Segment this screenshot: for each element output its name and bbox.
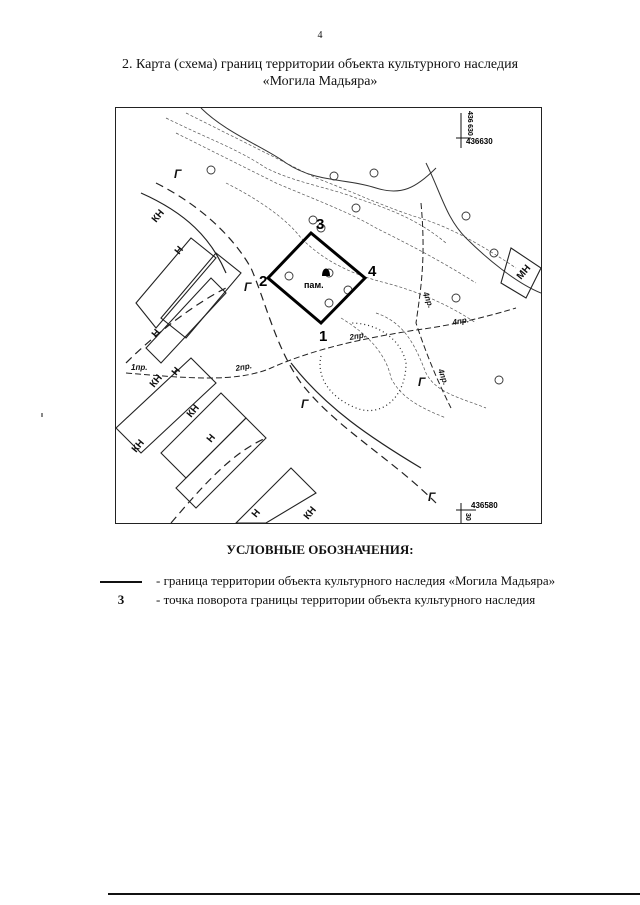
building-label: Н (169, 365, 183, 378)
road-label: Г (428, 490, 436, 504)
scan-edge-line (108, 893, 640, 895)
coordinate-bottom-right: 436580 (471, 501, 498, 510)
road-edges (126, 183, 436, 523)
document-title-line-1: 2. Карта (схема) границ территории объекта культурного наследия (121, 57, 519, 72)
coordinate-top-vertical: 436 630 (466, 111, 473, 136)
building-label: Н (172, 244, 186, 257)
monument-icon (322, 269, 330, 277)
buildings (116, 238, 541, 523)
building-label: КН (147, 372, 165, 390)
boundary-map (116, 108, 541, 523)
coordinate-bottom-vertical: 30 (464, 513, 471, 521)
building-label: КН (301, 504, 319, 522)
road-label: Г (301, 397, 309, 411)
building-label: Н (204, 432, 218, 445)
legend-item-text: - граница территории объекта культурного наследия «Могила Мадьяра» (156, 573, 556, 588)
building-label: МН (514, 262, 534, 282)
building-label: Н (149, 327, 163, 340)
road-label: Г (244, 280, 252, 294)
boundary-point-1: 1 (319, 328, 328, 345)
coordinate-top-right: 436630 (466, 137, 493, 146)
building-label: КН (149, 207, 167, 225)
scan-artifact (41, 413, 43, 417)
legend-title: УСЛОВНЫЕ ОБОЗНАЧЕНИЯ: (226, 542, 414, 557)
building-label: КН (184, 402, 202, 420)
legend-boundary-line-symbol (100, 581, 142, 583)
contour-lines (166, 113, 516, 418)
road-edges-solid (141, 193, 421, 468)
boundary-point-3: 3 (316, 216, 325, 233)
page-number: 4 (317, 30, 323, 41)
legend-turn-point-symbol: 3 (117, 592, 125, 607)
heritage-boundary (268, 233, 365, 323)
monument-label: пам. (304, 280, 324, 290)
boundary-point-2: 2 (259, 273, 268, 290)
path-label: 2пр. (234, 361, 253, 373)
road-label: Г (174, 167, 182, 181)
road-label: Г (418, 375, 426, 389)
path-label: 4пр. (436, 367, 451, 387)
map-frame (115, 107, 542, 524)
building-label: Н (249, 507, 263, 520)
path-label: 2пр. (348, 330, 367, 342)
document-title-line-2: «Могила Мадьяра» (262, 74, 378, 89)
foot-paths (126, 203, 516, 408)
path-label: 4пр. (451, 315, 470, 327)
boundary-point-4: 4 (368, 263, 377, 280)
path-label: 4пр. (421, 290, 436, 310)
document-title (0, 56, 640, 90)
building-label: КН (129, 437, 147, 455)
path-label: 1пр. (131, 363, 148, 372)
tree-markers (207, 166, 503, 387)
legend-item-text: - точка поворота границы территории объекта культурного наследия (156, 592, 536, 607)
